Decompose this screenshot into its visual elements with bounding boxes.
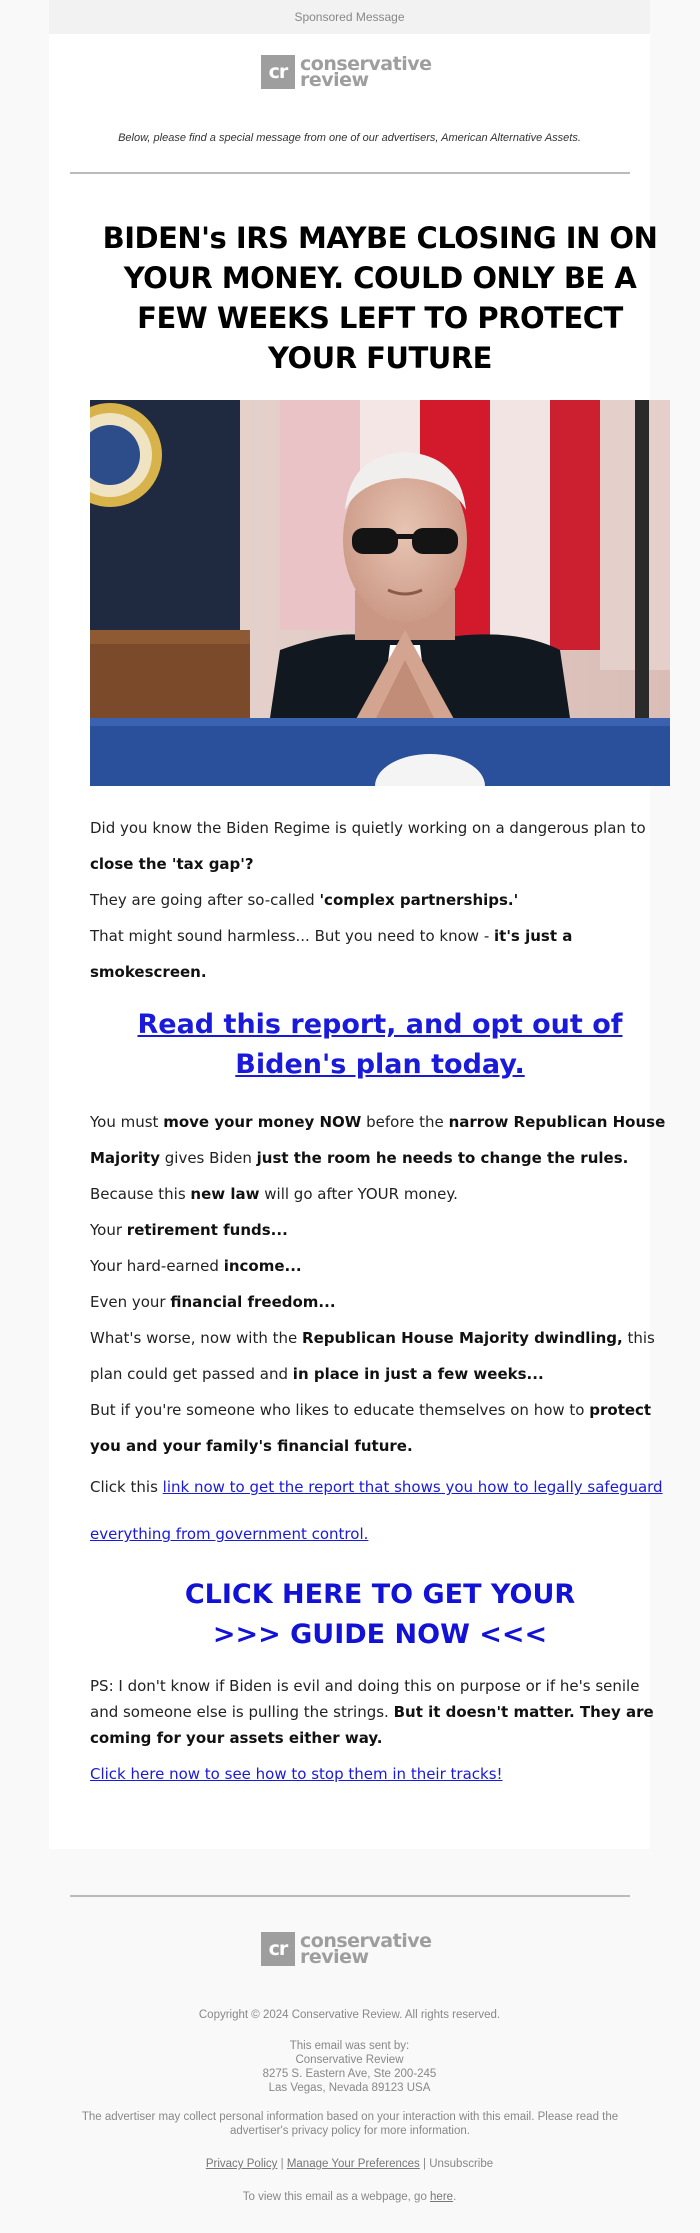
privacy-policy-link[interactable]: Privacy Policy bbox=[205, 2158, 278, 2170]
body-paragraph: Click this link now to get the report that shows you how to legally safeguard everything from government control. bbox=[90, 1478, 663, 1543]
privacy-note: The advertiser may collect personal information based on your interaction with this email. Please read the advertiser's privacy policy for more information. bbox=[81, 2111, 619, 2137]
body-paragraph: You must move your money NOW before the narrow Republican House Majority gives Biden just the room he needs to change the rules. bbox=[90, 1113, 666, 1167]
footer-divider bbox=[70, 1895, 630, 1897]
webpage-link[interactable]: here bbox=[430, 2191, 454, 2203]
body-paragraph: Your retirement funds... bbox=[90, 1221, 288, 1239]
manage-preferences-link[interactable]: Manage Your Preferences bbox=[286, 2158, 420, 2170]
intro-paragraph: They are going after so-called 'complex partnerships.' bbox=[90, 891, 519, 909]
hero-illustration bbox=[90, 400, 670, 786]
sponsored-bar bbox=[49, 0, 650, 34]
intro-section bbox=[90, 810, 670, 990]
report-link[interactable]: Read this report, and opt out of Biden's plan today. bbox=[137, 1009, 623, 1080]
body-paragraph: Your hard-earned income... bbox=[90, 1257, 302, 1275]
copyright: Copyright © 2024 Conservative Review. All rights reserved. bbox=[198, 2009, 501, 2021]
logo-mark: cr bbox=[261, 55, 295, 89]
ps-section bbox=[90, 1673, 670, 1787]
advertiser-note: Below, please find a special message from one of our advertisers, American Alternative Assets. bbox=[118, 132, 581, 144]
ps-link-line bbox=[90, 1761, 670, 1787]
headline: BIDEN's IRS MAYBE CLOSING IN ON YOUR MONEY. COULD ONLY BE A FEW WEEKS LEFT TO PROTECT YOUR FUTURE bbox=[102, 221, 658, 375]
footer-logo[interactable] bbox=[261, 1932, 431, 1966]
guide-cta[interactable]: CLICK HERE TO GET YOUR >>> GUIDE NOW <<< bbox=[184, 1579, 576, 1650]
body-paragraph: Because this new law will go after YOUR money. bbox=[90, 1185, 458, 1203]
logo-wordmark: conservative review bbox=[300, 1930, 432, 1968]
footer-links: Privacy Policy | Manage Your Preferences | Unsubscribe bbox=[205, 2158, 494, 2170]
intro-paragraph: That might sound harmless... But you need to know - it's just a smokescreen. bbox=[90, 927, 573, 981]
sponsored-label: Sponsored Message bbox=[294, 10, 405, 24]
intro-paragraph: Did you know the Biden Regime is quietly working on a dangerous plan to close the 'tax gap'? bbox=[90, 819, 646, 873]
logo-wordmark: conservative review bbox=[300, 53, 432, 91]
header-logo[interactable] bbox=[261, 55, 431, 89]
unsubscribe-link[interactable]: Unsubscribe bbox=[429, 2158, 494, 2170]
hero-photo[interactable] bbox=[90, 400, 670, 786]
middle-section bbox=[90, 1104, 670, 1558]
body-paragraph: Even your financial freedom... bbox=[90, 1293, 336, 1311]
report-body-link[interactable]: link now to get the report that shows you how to legally safeguard everything from government control. bbox=[90, 1478, 663, 1543]
webpage-line: To view this email as a webpage, go here. bbox=[242, 2191, 457, 2203]
body-paragraph: But if you're someone who likes to educate themselves on how to protect you and your family's financial future. bbox=[90, 1401, 652, 1455]
body-paragraph: What's worse, now with the Republican House Majority dwindling, this plan could get passed and in place in just a few weeks... bbox=[90, 1329, 655, 1383]
sender-address: This email was sent by: Conservative Review 8275 S. Eastern Ave, Ste 200-245 Las Vegas, Nevada 89123 USA bbox=[262, 2040, 437, 2094]
logo-mark: cr bbox=[261, 1932, 295, 1966]
ps-link[interactable]: Click here now to see how to stop them in their tracks! bbox=[90, 1765, 503, 1783]
divider bbox=[70, 172, 630, 174]
ps-paragraph: PS: I don't know if Biden is evil and doing this on purpose or if he's senile and someone else is pulling the strings. But it doesn't matter. They are coming for your assets either way. bbox=[90, 1677, 654, 1747]
